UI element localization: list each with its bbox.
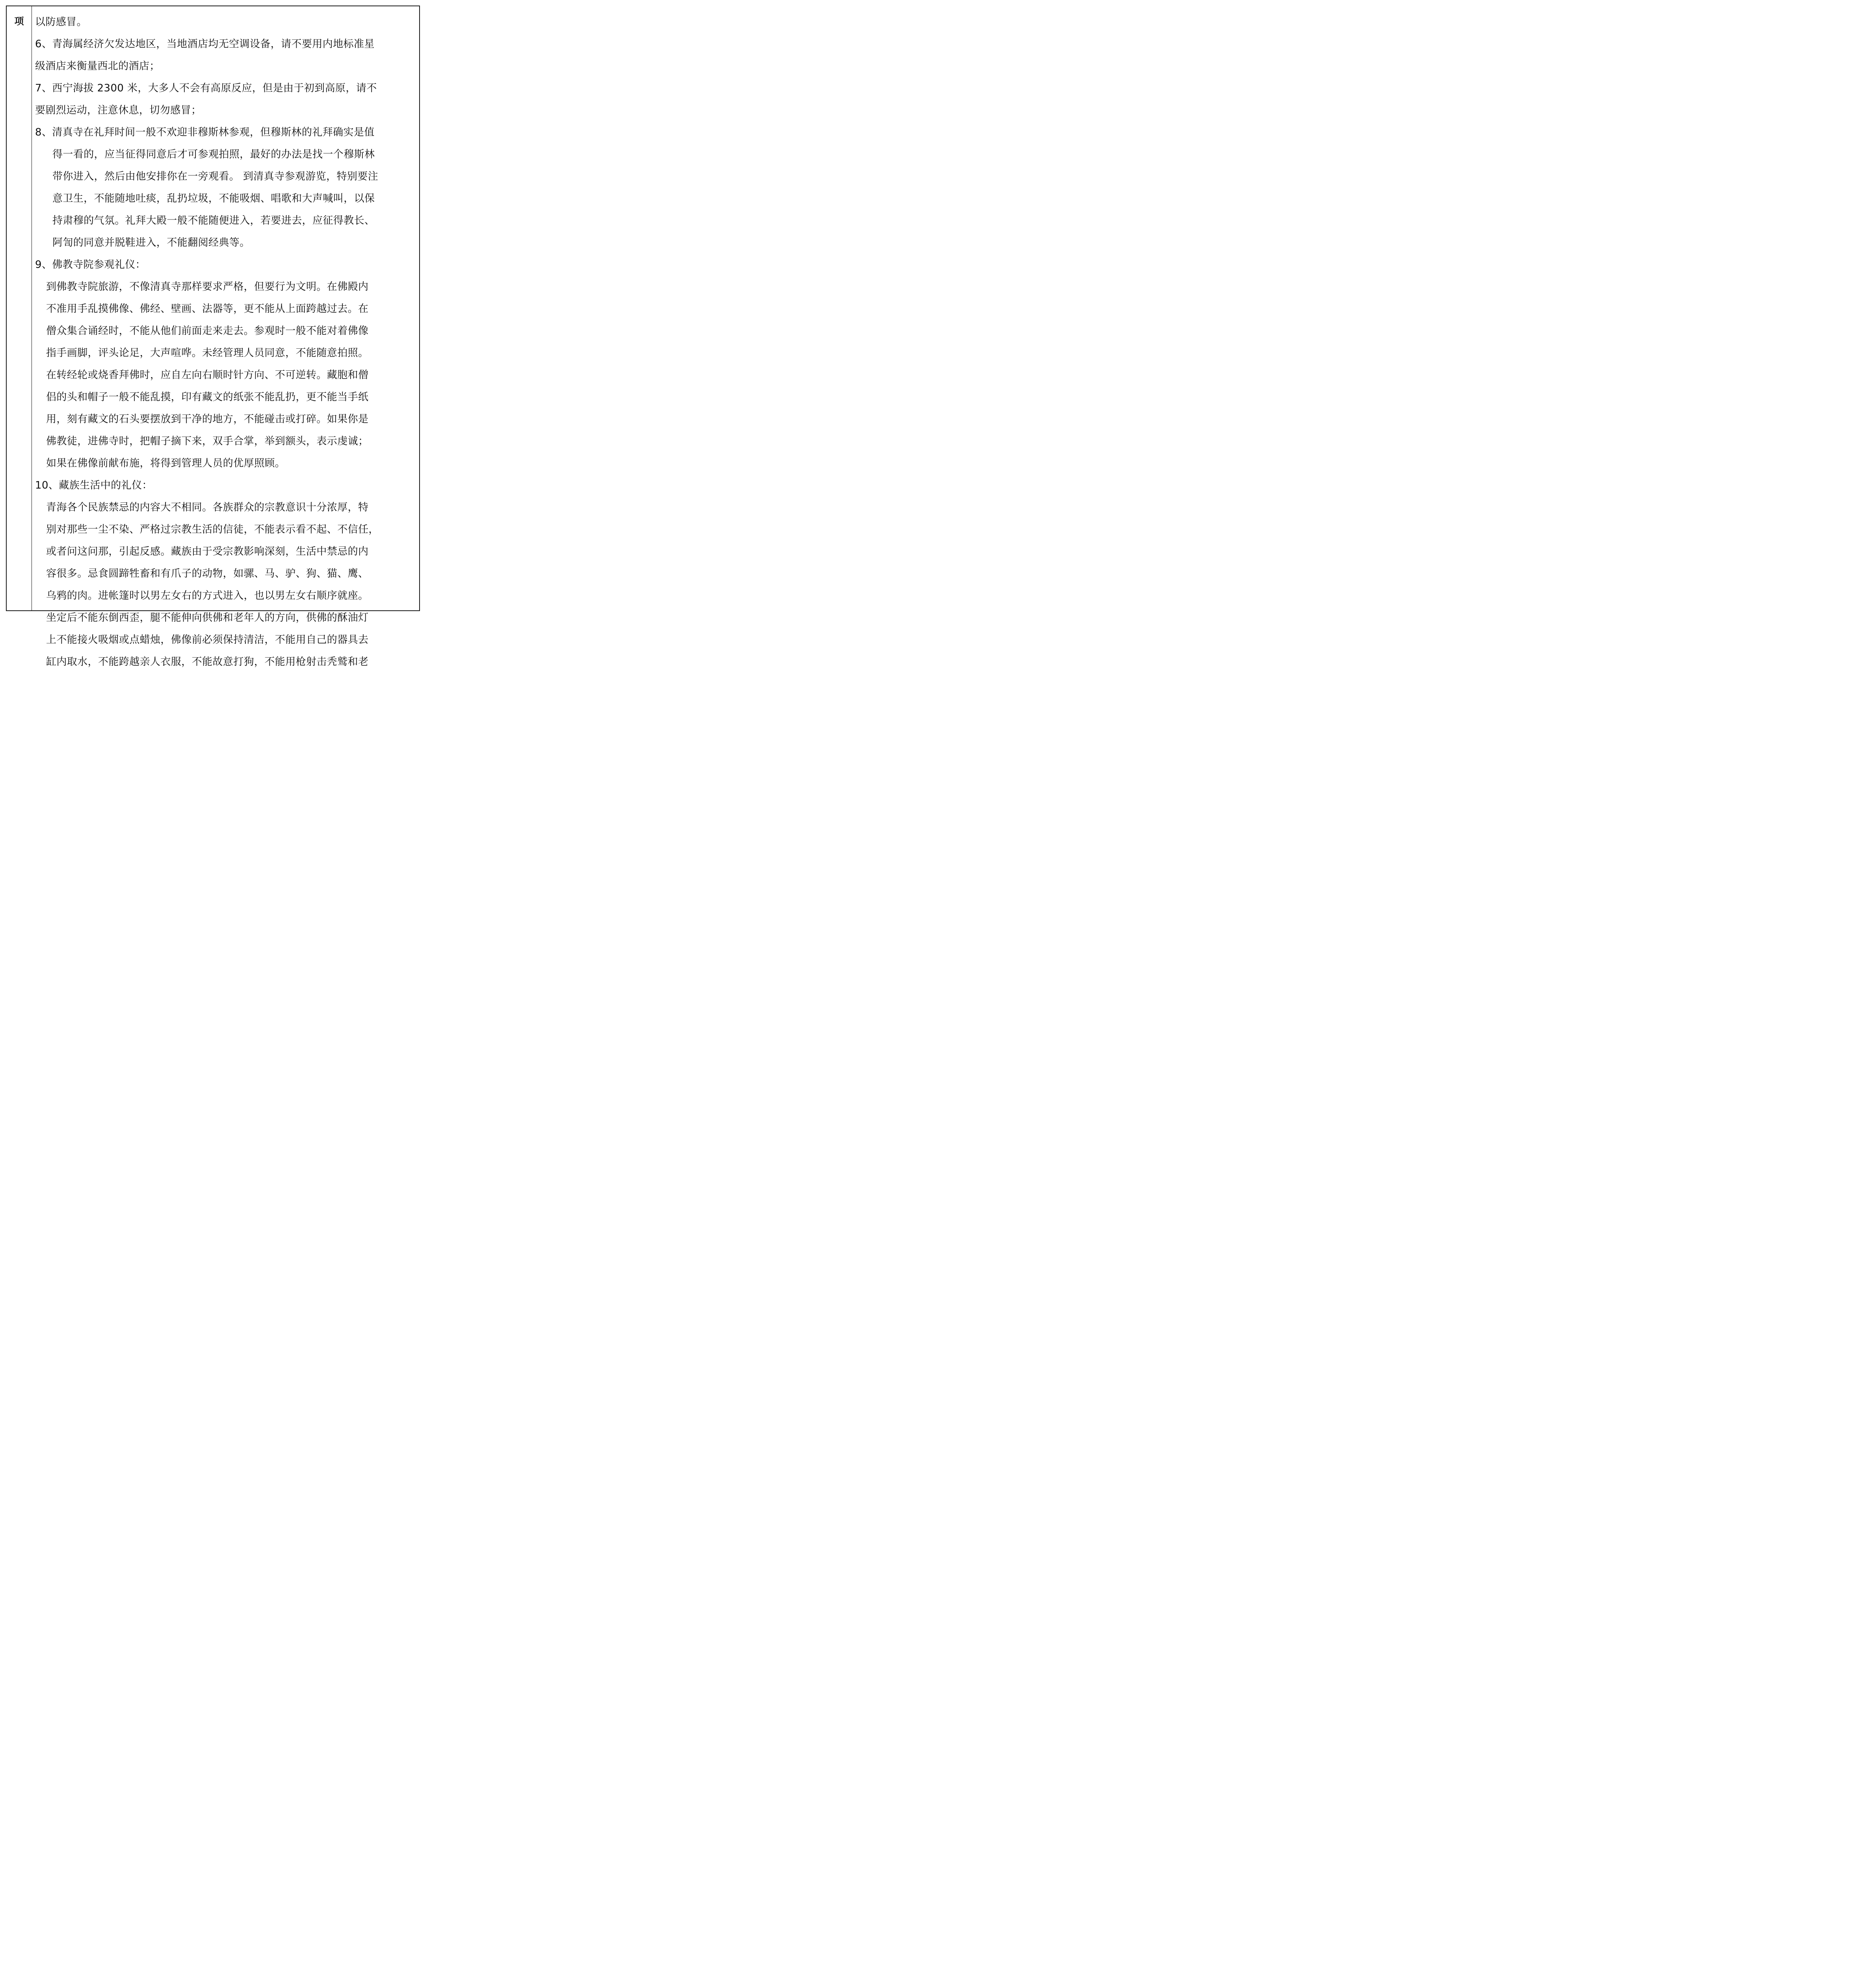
text-line: 10、藏族生活中的礼仪： [35, 479, 152, 491]
text-line: 指手画脚，评头论足，大声喧哗。未经管理人员同意，不能随意拍照。 [46, 347, 369, 359]
text-line: 如果在佛像前献布施，将得到管理人员的优厚照顾。 [46, 457, 286, 469]
text-line: 得一看的，应当征得同意后才可参观拍照，最好的办法是找一个穆斯林 [52, 149, 375, 160]
text-line: 用，刻有藏文的石头要摆放到干净的地方，不能碰击或打碎。如果你是 [46, 413, 369, 425]
text-line: 在转经轮或烧香拜佛时，应自左向右顺时针方向、不可逆转。藏胞和僧 [46, 369, 369, 381]
text-line: 上不能接火吸烟或点蜡烛，佛像前必须保持清洁，不能用自己的器具去 [46, 634, 369, 646]
text-line: 9、佛教寺院参观礼仪： [35, 259, 146, 271]
text-line: 持肃穆的气氛。礼拜大殿一般不能随便进入，若要进去，应征得教长、 [52, 215, 375, 227]
text-line: 侣的头和帽子一般不能乱摸，印有藏文的纸张不能乱扔，更不能当手纸 [46, 391, 369, 403]
text-line: 缸内取水，不能跨越亲人衣服，不能故意打狗，不能用枪射击秃鹫和老 [46, 656, 369, 668]
text-line: 8、清真寺在礼拜时间一般不欢迎非穆斯林参观，但穆斯林的礼拜确实是值 [35, 126, 375, 138]
notes-content [35, 11, 416, 673]
text-line: 容很多。忌食圆蹄牲畜和有爪子的动物，如骡、马、驴、狗、猫、鹰、 [46, 568, 369, 580]
text-line: 青海各个民族禁忌的内容大不相同。各族群众的宗教意识十分浓厚，特 [46, 502, 369, 513]
text-line: 坐定后不能东倒西歪，腿不能伸向供佛和老年人的方向，供佛的酥油灯 [46, 612, 369, 624]
text-line: 佛教徒，进佛寺时，把帽子摘下来，双手合掌，举到额头，表示虔诚； [46, 435, 369, 447]
text-line: 以防感冒。 [35, 16, 87, 28]
text-line: 意卫生，不能随地吐痰，乱扔垃圾，不能吸烟、唱歌和大声喊叫，以保 [52, 193, 375, 204]
text-line: 不准用手乱摸佛像、佛经、壁画、法器等，更不能从上面跨越过去。在 [46, 303, 369, 315]
row-header-label: 项 [14, 16, 24, 27]
text-line: 僧众集合诵经时，不能从他们前面走来走去。参观时一般不能对着佛像 [46, 325, 369, 337]
text-line: 带你进入，然后由他安排你在一旁观看。 到清真寺参观游览，特别要注 [52, 171, 379, 182]
notes-table [6, 6, 420, 668]
text-line: 阿訇的同意并脱鞋进入，不能翻阅经典等。 [52, 237, 250, 249]
text-line: 到佛教寺院旅游，不像清真寺那样要求严格，但要行为文明。在佛殿内 [46, 281, 369, 293]
text-line: 级酒店来衡量西北的酒店； [35, 60, 160, 72]
text-line: 6、青海属经济欠发达地区，当地酒店均无空调设备，请不要用内地标准星 [35, 38, 375, 50]
text-line: 或者问这问那，引起反感。藏族由于受宗教影响深刻，生活中禁忌的内 [46, 546, 369, 558]
text-line: 别对那些一尘不染、严格过宗教生活的信徒，不能表示看不起、不信任， [46, 524, 379, 535]
text-line: 乌鸦的肉。进帐篷时以男左女右的方式进入，也以男左女右顺序就座。 [46, 590, 369, 602]
text-line: 7、西宁海拔 2300 米，大多人不会有高原反应，但是由于初到高原，请不 [35, 82, 377, 94]
text-line: 要剧烈运动，注意休息，切勿感冒； [35, 104, 202, 116]
